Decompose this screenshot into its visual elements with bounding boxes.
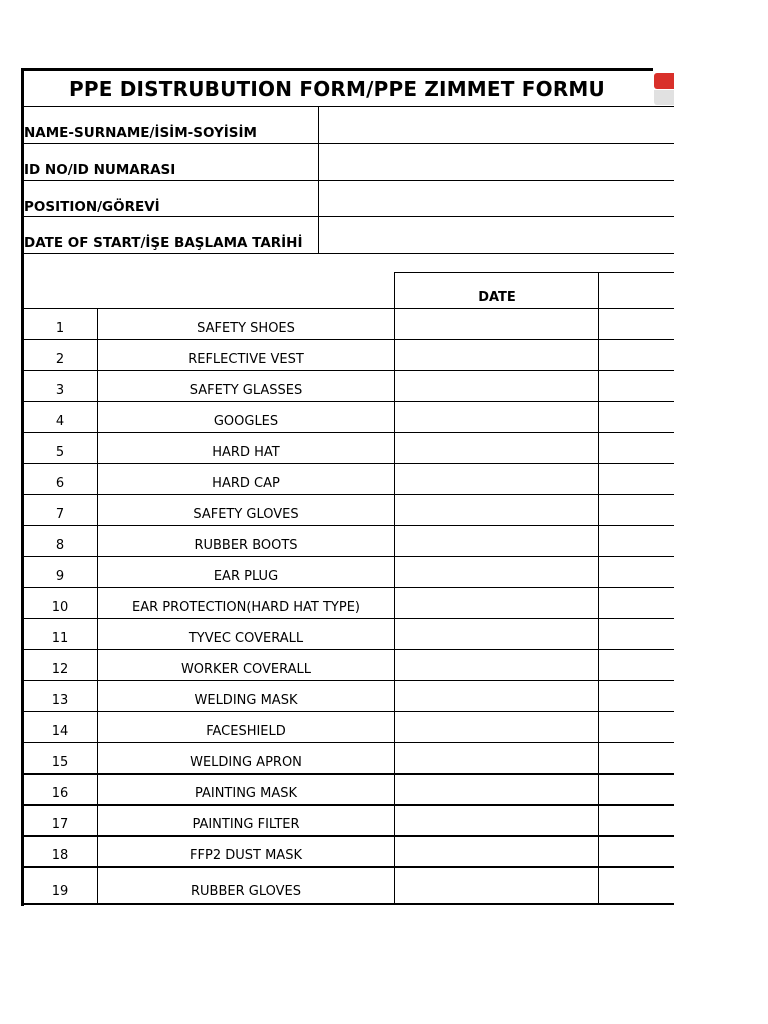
form-title: PPE DISTRUBUTION FORM/PPE ZIMMET FORMU [69,76,605,101]
ppe-item-name: FACESHIELD [206,724,286,739]
extra-cell[interactable] [599,558,674,586]
extra-cell[interactable] [599,620,674,648]
extra-cell[interactable] [599,713,674,741]
row-number: 3 [55,383,65,398]
table-row-line [21,742,674,743]
table-row-line [21,370,674,371]
ppe-item-name: HARD HAT [212,445,280,460]
row-number: 4 [55,414,65,429]
table-row-line [21,556,674,557]
table-row-line [21,401,674,402]
ppe-item-name: GOOGLES [213,414,279,429]
date-cell[interactable] [395,527,598,555]
date-cell[interactable] [395,310,598,338]
extra-cell[interactable] [599,403,674,431]
ppe-item-name: RUBBER BOOTS [194,538,298,553]
table-row-line [21,587,674,588]
extra-cell[interactable] [599,744,674,772]
table-row-line [21,711,674,712]
ppe-item-name: EAR PROTECTION(HARD HAT TYPE) [132,600,360,615]
position-label: POSITION/GÖREVİ [24,199,160,215]
row-number: 17 [51,817,69,832]
row-number: 16 [51,786,69,801]
id-no-field[interactable] [320,145,674,179]
extra-cell[interactable] [599,775,674,803]
table-row-line [21,494,674,495]
extra-cell[interactable] [599,341,674,369]
ppe-item-name: SAFETY GLOVES [193,507,299,522]
field-row-line [21,253,674,254]
name-surname-field[interactable] [320,109,674,143]
field-row-line [21,143,674,144]
date-cell[interactable] [395,465,598,493]
field-row-line [21,180,674,181]
ppe-item-name: SAFETY GLASSES [189,383,303,398]
row-number: 7 [55,507,65,522]
date-cell[interactable] [395,620,598,648]
row-number: 5 [55,445,65,460]
ppe-item-name: PAINTING MASK [194,786,298,801]
extra-cell[interactable] [599,465,674,493]
extra-cell[interactable] [599,651,674,679]
row-number: 14 [51,724,69,739]
date-cell[interactable] [395,434,598,462]
row-number: 15 [51,755,69,770]
row-number: 9 [55,569,65,584]
row-number: 8 [55,538,65,553]
logo-gray-block [654,90,674,105]
extra-cell[interactable] [599,837,674,865]
extra-cell[interactable] [599,589,674,617]
ppe-item-name: EAR PLUG [213,569,279,584]
extra-cell[interactable] [599,310,674,338]
table-row-line [21,339,674,340]
date-cell[interactable] [395,558,598,586]
row-number: 11 [51,631,69,646]
company-logo-icon [652,70,674,106]
date-cell[interactable] [395,837,598,865]
ppe-item-name: WELDING APRON [190,755,302,770]
ppe-item-name: WORKER COVERALL [180,662,312,677]
date-of-start-label: DATE OF START/İŞE BAŞLAMA TARİHİ [24,235,303,251]
date-cell[interactable] [395,651,598,679]
table-row-line [21,649,674,650]
ppe-item-name: TYVEC COVERALL [188,631,304,646]
ppe-item-name: RUBBER GLOVES [191,884,301,899]
date-cell[interactable] [395,372,598,400]
date-cell[interactable] [395,775,598,803]
row-number: 2 [55,352,65,367]
ppe-item-name: WELDING MASK [194,693,298,708]
extra-cell[interactable] [599,806,674,834]
extra-cell[interactable] [599,372,674,400]
row-number: 1 [55,321,65,336]
row-number: 10 [51,600,69,615]
extra-cell[interactable] [599,527,674,555]
date-cell[interactable] [395,341,598,369]
ppe-item-name: REFLECTIVE VEST [188,352,304,367]
date-cell[interactable] [395,589,598,617]
date-column-header: DATE [478,290,516,305]
date-cell[interactable] [395,682,598,710]
extra-cell[interactable] [599,434,674,462]
table-row-line [21,680,674,681]
date-cell[interactable] [395,806,598,834]
title-divider [21,106,674,107]
row-number: 18 [51,848,69,863]
table-row-line [21,308,674,309]
date-cell[interactable] [395,496,598,524]
table-row-line [21,525,674,526]
name-surname-label: NAME-SURNAME/İSİM-SOYİSİM [24,125,257,141]
ppe-item-name: SAFETY SHOES [197,321,295,336]
table-row-line [21,618,674,619]
date-of-start-field[interactable] [320,218,674,252]
row-number: 12 [51,662,69,677]
id-no-label: ID NO/ID NUMARASI [24,162,176,178]
row-number: 13 [51,693,69,708]
row-number: 6 [55,476,65,491]
table-row-line [21,432,674,433]
extra-cell[interactable] [599,868,674,904]
ppe-item-name: PAINTING FILTER [192,817,300,832]
date-cell[interactable] [395,713,598,741]
date-cell[interactable] [395,868,598,904]
date-cell[interactable] [395,744,598,772]
date-cell[interactable] [395,403,598,431]
extra-cell[interactable] [599,496,674,524]
table-header-top [394,272,674,273]
field-row-line [21,216,674,217]
logo-red-block [654,73,674,89]
row-number: 19 [51,884,69,899]
extra-cell[interactable] [599,682,674,710]
table-row-line [21,463,674,464]
position-field[interactable] [320,182,674,216]
ppe-item-name: HARD CAP [212,476,280,491]
ppe-item-name: FFP2 DUST MASK [190,848,302,863]
